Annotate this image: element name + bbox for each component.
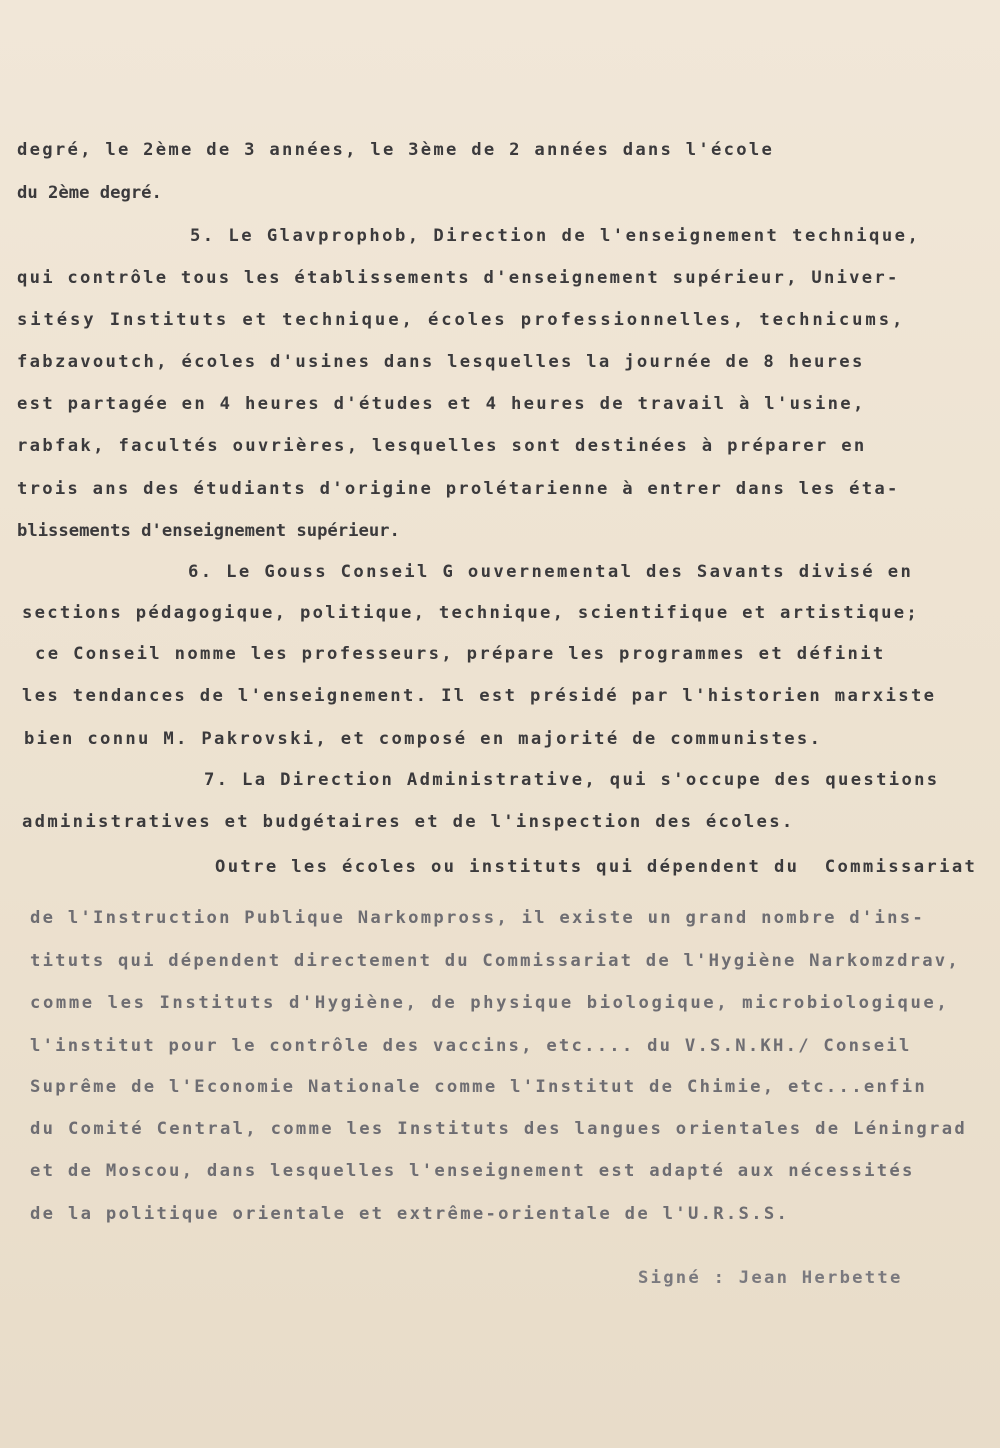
text-line: du Comité Central, comme les Instituts des langues orientales de Léningrad: [30, 1119, 968, 1139]
text-line: les tendances de l'enseignement. Il est présidé par l'historien marxiste: [22, 686, 937, 706]
text-line: de la politique orientale et extrême-orientale de l'U.R.S.S.: [30, 1204, 790, 1224]
text-line: sitésy Instituts et technique, écoles professionnelles, technicums,: [17, 310, 906, 330]
text-line: ce Conseil nomme les professeurs, prépare les programmes et définit: [35, 644, 886, 664]
text-line: sections pédagogique, politique, technique, scientifique et artistique;: [22, 603, 919, 623]
text-line: 6. Le Gouss Conseil G ouvernemental des Savants divisé en: [188, 562, 914, 582]
text-line: Suprême de l'Economie Nationale comme l'Institut de Chimie, etc...enfin: [30, 1077, 927, 1097]
text-line: l'institut pour le contrôle des vaccins, etc.... du V.S.N.KH./ Conseil: [30, 1036, 912, 1056]
text-line: 5. Le Glavprophob, Direction de l'enseignement technique,: [190, 226, 921, 246]
text-line: trois ans des étudiants d'origine prolétarienne à entrer dans les éta-: [17, 479, 900, 499]
text-line: rabfak, facultés ouvrières, lesquelles sont destinées à préparer en: [17, 436, 867, 456]
text-line: administratives et budgétaires et de l'inspection des écoles.: [22, 812, 795, 832]
signature: Signé : Jean Herbette: [638, 1268, 903, 1288]
text-line: comme les Instituts d'Hygiène, de physique biologique, microbiologique,: [30, 993, 950, 1013]
text-line: tituts qui dépendent directement du Commissariat de l'Hygiène Narkomzdrav,: [30, 951, 960, 971]
text-line: Outre les écoles ou instituts qui dépendent du Commissariat: [215, 857, 978, 877]
text-line: bien connu M. Pakrovski, et composé en majorité de communistes.: [24, 729, 823, 749]
text-line: de l'Instruction Publique Narkompross, il existe un grand nombre d'ins-: [30, 908, 925, 928]
text-line: 7. La Direction Administrative, qui s'occupe des questions: [204, 770, 940, 790]
text-line: du 2ème degré.: [17, 183, 162, 203]
text-line: est partagée en 4 heures d'études et 4 heures de travail à l'usine,: [17, 394, 866, 414]
text-line: degré, le 2ème de 3 années, le 3ème de 2 années dans l'école: [17, 140, 775, 160]
text-line: qui contrôle tous les établissements d'enseignement supérieur, Univer-: [17, 268, 900, 288]
text-line: et de Moscou, dans lesquelles l'enseignement est adapté aux nécessités: [30, 1161, 915, 1181]
text-line: fabzavoutch, écoles d'usines dans lesquelles la journée de 8 heures: [17, 352, 865, 372]
text-line: blissements d'enseignement supérieur.: [17, 521, 400, 541]
